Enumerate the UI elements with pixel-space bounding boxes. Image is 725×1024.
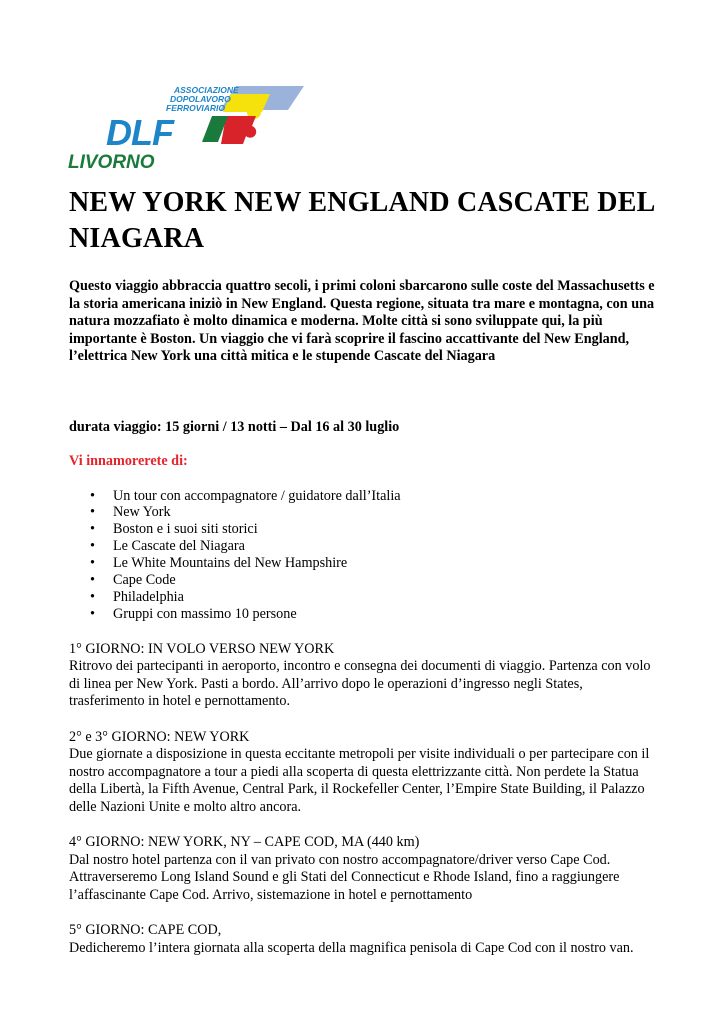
day-heading: 2° e 3° GIORNO: NEW YORK (69, 728, 250, 745)
logo-line2: DOPOLAVORO (170, 94, 231, 104)
bullet-icon: • (90, 521, 95, 538)
list-item: • Boston e i suoi siti storici (90, 521, 258, 538)
dlf-logo-graphic (66, 82, 306, 172)
day-description: Due giornate a disposizione in questa eccitante metropoli per visite individuali o per partecipare con il nostro accompagnatore a tour a piedi alla scoperta di questa elettrizzante città. Non perdete la Statua della Libertà, la Fifth Avenue, Central Park, il Rockefeller Center, l’Empire State Building, il Palazzo delle Nazioni Unite e molto altro ancora. (69, 746, 650, 815)
bullet-icon: • (90, 538, 95, 555)
day-4-section (69, 834, 659, 904)
list-item: • Le Cascate del Niagara (90, 538, 245, 555)
list-item: • New York (90, 504, 171, 521)
page-title: NEW YORK NEW ENGLAND CASCATE DEL NIAGARA (69, 187, 654, 254)
bullet-icon: • (90, 555, 95, 572)
day-1-section (69, 641, 659, 711)
list-item: • Le White Mountains del New Hampshire (90, 555, 348, 572)
day-5-section (69, 922, 659, 957)
list-item: • Philadelphia (90, 588, 184, 605)
day-description: Dedicheremo l’intera giornata alla scoperta della magnifica penisola di Cape Cod con il nostro van. (69, 939, 634, 956)
bullet-icon: • (90, 605, 95, 622)
day-heading: 4° GIORNO: NEW YORK, NY – CAPE COD, MA (440 km) (69, 834, 420, 851)
logo-dlf-mark: DLF (106, 112, 173, 153)
bullet-icon: • (90, 588, 95, 605)
day-description: Ritrovo dei partecipanti in aeroporto, incontro e consegna dei documenti di viaggio. Partenza con volo di linea per New York. Pasti a bordo. All’arrivo dopo le operazioni d’ingresso negli States, trasferimento in hotel e pernottamento. (69, 658, 651, 710)
highlights-heading: Vi innamorerete di: (69, 453, 188, 469)
day-description: Dal nostro hotel partenza con il van privato con nostro accompagnatore/driver verso Cape Cod. Attraverseremo Long Island Sound e gli Stati del Connecticut e Rhode Island, fino a raggiungere l’affascinante Cape Cod. Arrivo, sistemazione in hotel e pernottamento (69, 851, 620, 903)
list-item: • Un tour con accompagnatore / guidatore dall’Italia (90, 487, 401, 504)
day-2-3-section (69, 729, 659, 817)
document-body (69, 185, 659, 957)
list-item: • Cape Code (90, 572, 176, 589)
list-item: • Gruppi con massimo 10 persone (90, 605, 297, 622)
highlights-list (69, 488, 659, 623)
day-heading: 1° GIORNO: IN VOLO VERSO NEW YORK (69, 640, 335, 657)
intro-paragraph: Questo viaggio abbraccia quattro secoli, i primi coloni sbarcarono sulle coste del Massachusetts e la storia americana iniziò in New England. Questa regione, situata tra mare e montagna, con una natura mozzafiato è molto dinamica e moderna. Molte città si sono sviluppate qui, la più importante è Boston. Un viaggio che vi farà scoprire il fascino accattivante del New England, l’elettrica New York una città mitica e le stupende Cascate del Niagara (69, 278, 655, 364)
bullet-icon: • (90, 504, 95, 521)
logo-line3: FERROVIARIO (166, 103, 226, 113)
logo-city: LIVORNO (68, 152, 155, 172)
logo-line1: ASSOCIAZIONE (174, 85, 239, 95)
bullet-icon: • (90, 487, 95, 504)
day-heading: 5° GIORNO: CAPE COD, (69, 922, 222, 939)
dlf-livorno-logo (66, 82, 306, 172)
bullet-icon: • (90, 572, 95, 589)
trip-duration: durata viaggio: 15 giorni / 13 notti – Dal 16 al 30 luglio (69, 418, 400, 435)
